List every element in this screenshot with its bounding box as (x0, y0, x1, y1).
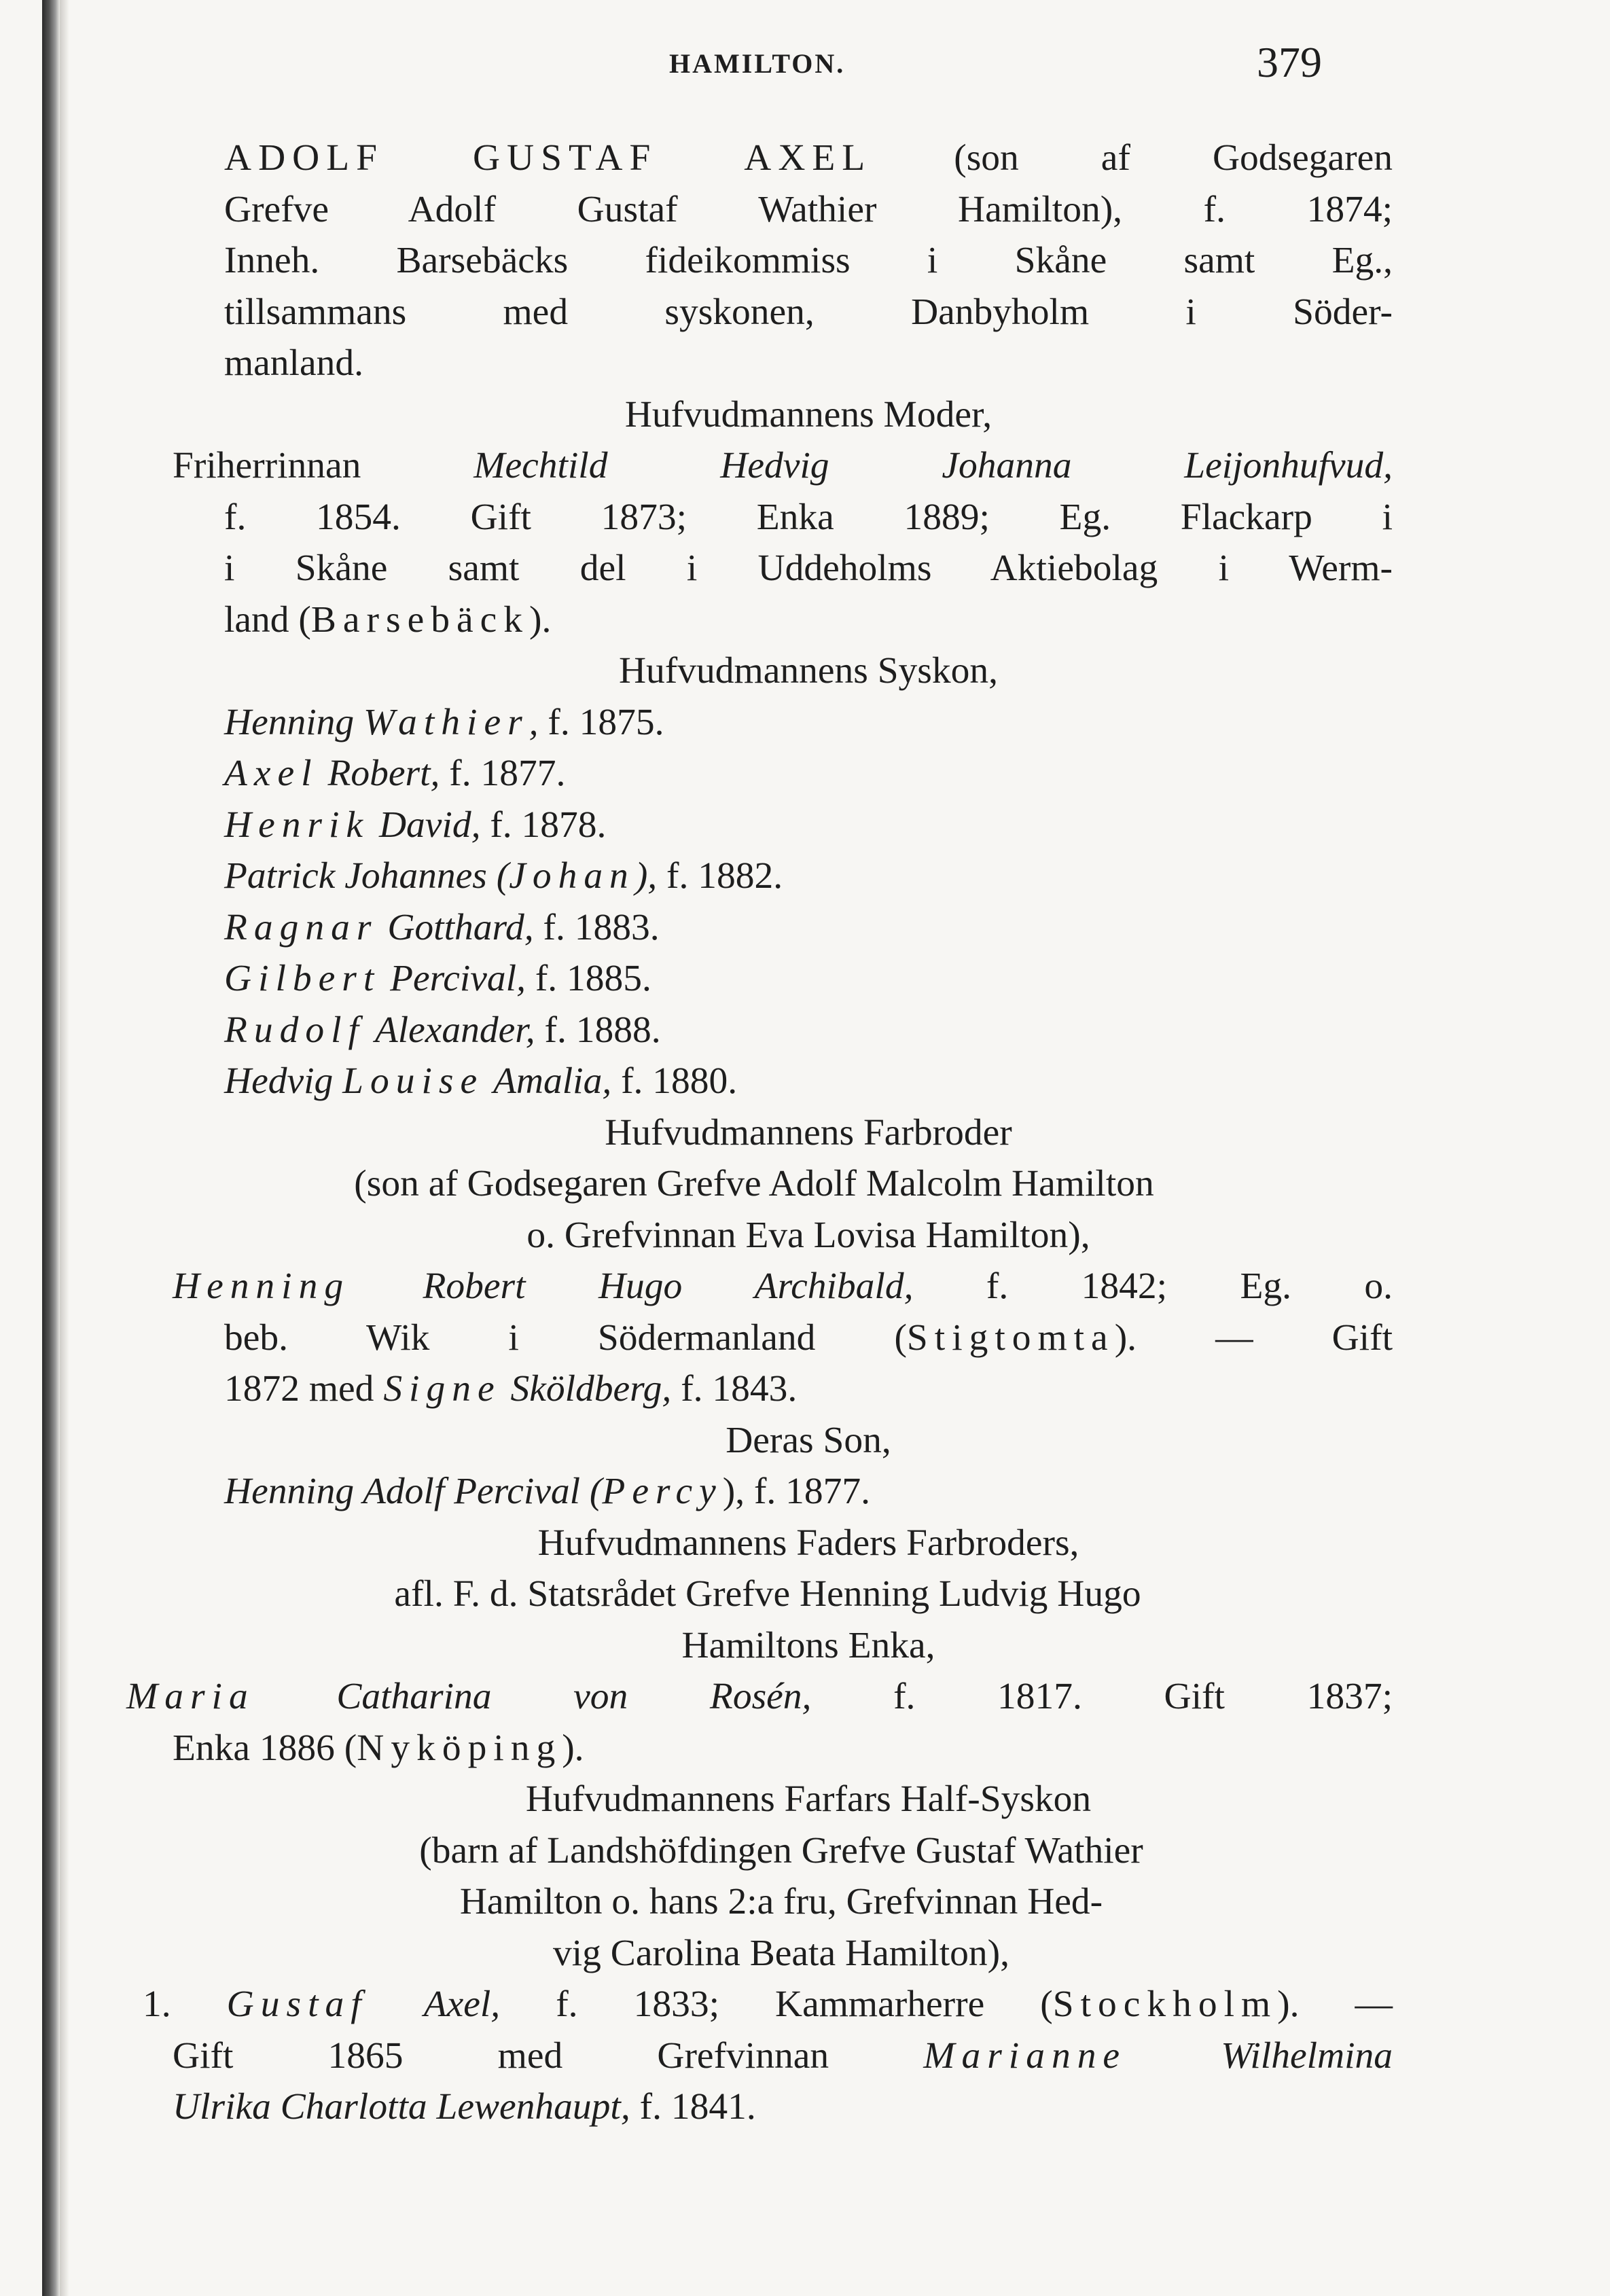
great-uncle-line-3: Maria Catharina von Rosén, f. 1817. Gift 1837; (126, 1676, 1393, 1717)
gutter-edge (60, 0, 69, 2296)
page-header (0, 37, 1610, 92)
son-line: Henning Adolf Percival (Percy), f. 1877. (224, 1471, 871, 1512)
mother-line-2: f. 1854. Gift 1873; Enka 1889; Eg. Flackarp i (224, 496, 1393, 538)
uncle-heading: Hufvudmannens Farbroder (605, 1111, 1012, 1153)
uncle-residence: Stigtomta (906, 1316, 1115, 1359)
uncle-line-3: 1872 med Signe Sköldberg, f. 1843. (224, 1368, 798, 1410)
running-head: HAMILTON. (669, 48, 846, 79)
genealogy-text (126, 132, 1393, 2133)
great-uncle-residence: Nyköping (357, 1727, 562, 1769)
half-sibling-item-1-line-2: Gift 1865 med Grefvinnan Marianne Wilhelmina (173, 2034, 1393, 2077)
sibling-item: Axel Robert, f. 1877. (224, 753, 566, 794)
entry-parentage: (son af Godsegaren (954, 137, 1393, 179)
half-sibling-item-1: 1. Gustaf Axel, f. 1833; Kammarherre (Stockholm). — (143, 1984, 1393, 2025)
great-uncle-line-1: afl. F. d. Statsrådet Grefve Henning Ludvig Hugo (394, 1573, 1141, 1615)
mother-line-3: i Skåne samt del i Uddeholms Aktiebolag i Werm- (224, 548, 1393, 589)
entry-name: ADOLF GUSTAF AXEL (224, 137, 872, 179)
sibling-item: Rudolf Alexander, f. 1888. (224, 1009, 661, 1051)
book-gutter-shadow (42, 0, 60, 2296)
entry-line-3: Inneh. Barsebäcks fideikommiss i Skåne samt Eg., (224, 240, 1393, 281)
great-uncle-heading: Hufvudmannens Faders Farbroders, (537, 1522, 1079, 1564)
sibling-item: Patrick Johannes (Johan), f. 1882. (224, 855, 783, 897)
great-uncle-line-4: Enka 1886 (Nyköping). (173, 1727, 584, 1769)
uncle-parents-2: o. Grefvinnan Eva Lovisa Hamilton), (526, 1214, 1090, 1256)
uncle-line-2: beb. Wik i Södermanland (Stigtomta). — Gift (224, 1316, 1393, 1359)
half-siblings-heading: Hufvudmannens Farfars Half-Syskon (525, 1778, 1092, 1820)
uncle-line-1: Henning Robert Hugo Archibald, f. 1842; Eg. o. (173, 1266, 1393, 1307)
entry-line-1 (224, 132, 1393, 184)
entry-line-2: Grefve Adolf Gustaf Wathier Hamilton), f. 1874; (224, 188, 1393, 230)
mother-line-1 (173, 440, 1393, 492)
entry-line-5: manland. (224, 342, 363, 384)
sibling-item: Henning Wathier, f. 1875. (224, 701, 664, 743)
mother-name: Mechtild Hedvig Johanna Leijonhufvud, (473, 445, 1393, 486)
half-siblings-parents-3: vig Carolina Beata Hamilton), (553, 1932, 1009, 1974)
mother-line-4: land (Barsebäck). (224, 598, 552, 641)
sibling-item: Hedvig Louise Amalia, f. 1880. (224, 1060, 738, 1102)
page-number: 379 (1257, 38, 1322, 86)
mother-residence: Barsebäck (310, 598, 529, 641)
half-siblings-parents-2: Hamilton o. hans 2:a fru, Grefvinnan Hed- (459, 1881, 1103, 1922)
siblings-heading: Hufvudmannens Syskon, (618, 650, 999, 692)
entry-line-4: tillsammans med syskonen, Danbyholm i Söder- (224, 291, 1393, 333)
sibling-item: Ragnar Gotthard, f. 1883. (224, 906, 660, 948)
great-uncle-line-2: Hamiltons Enka, (681, 1624, 935, 1666)
half-siblings-parents-1: (barn af Landshöfdingen Grefve Gustaf Wathier (419, 1829, 1143, 1871)
sibling-item: Gilbert Percival, f. 1885. (224, 958, 651, 999)
mother-title: Friherrinnan (173, 445, 361, 486)
mother-heading: Hufvudmannens Moder, (624, 393, 992, 435)
uncle-parents-1: (son af Godsegaren Grefve Adolf Malcolm Hamilton (354, 1163, 1154, 1204)
sibling-item: Henrik David, f. 1878. (224, 804, 607, 846)
half-sibling-item-1-line-3: Ulrika Charlotta Lewenhaupt, f. 1841. (173, 2086, 756, 2128)
son-heading: Deras Son, (726, 1419, 891, 1461)
